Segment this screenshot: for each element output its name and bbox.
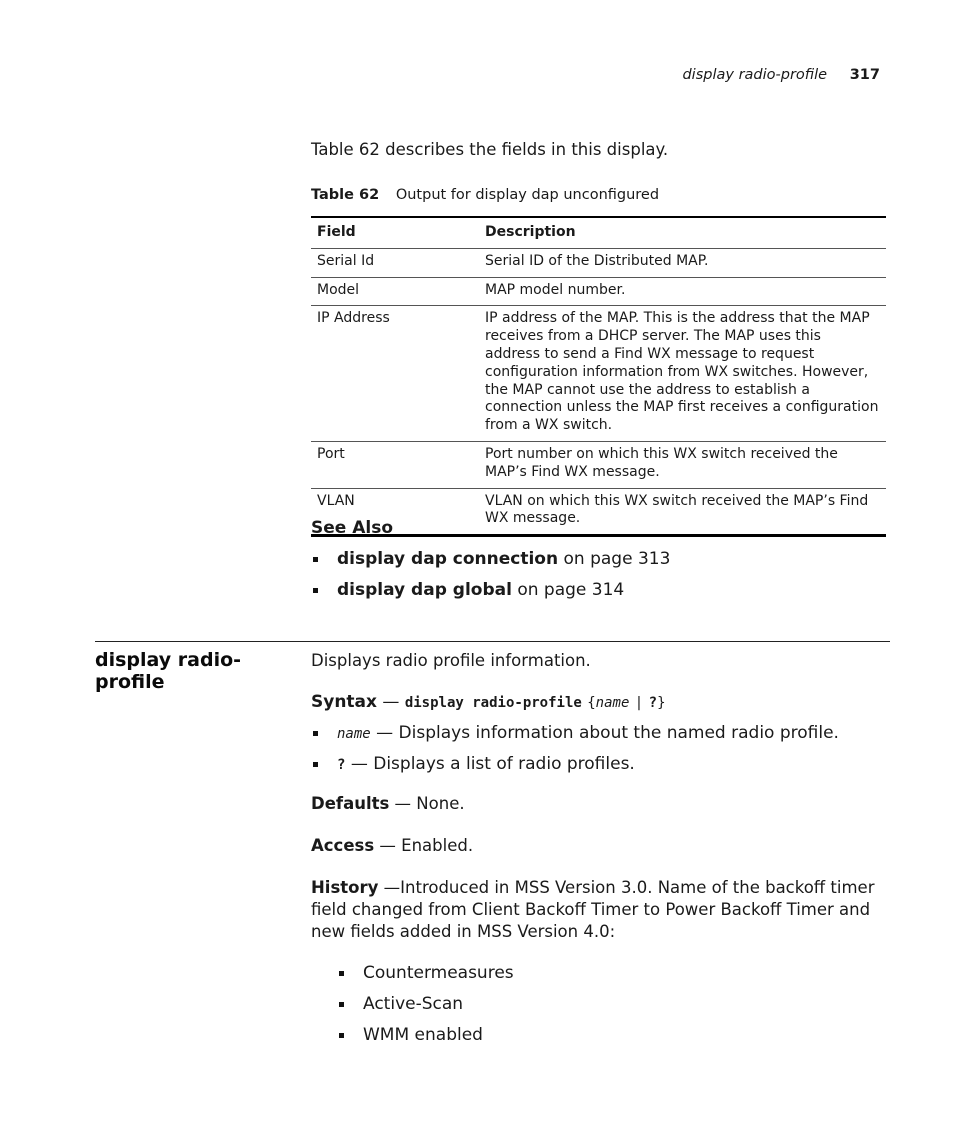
description-cell: Port number on which this WX switch received the MAP’s Find WX message. — [479, 441, 886, 488]
column-header-description: Description — [479, 217, 886, 248]
syntax-parameter-list — [311, 722, 839, 784]
history-text: —Introduced in MSS Version 3.0. Name of the backoff timer field changed from Client Backoff Timer to Power Backoff Timer and new fields added in MSS Version 4.0: — [311, 878, 875, 941]
table-row — [311, 488, 886, 536]
defaults-label: Defaults — [311, 794, 390, 813]
field-cell: IP Address — [311, 306, 479, 442]
history-label: History — [311, 878, 379, 897]
history-paragraph — [311, 877, 891, 943]
access-text: — Enabled. — [374, 836, 474, 855]
see-also-command[interactable]: display dap connection — [337, 549, 559, 569]
see-also-command[interactable]: display dap global — [337, 580, 512, 600]
defaults-text: — None. — [389, 794, 465, 813]
access-label: Access — [311, 836, 375, 855]
syntax-dash: — — [377, 692, 405, 712]
parameter-item-name — [311, 722, 839, 753]
description-cell: VLAN on which this WX switch received the MAP’s Find WX message. — [479, 488, 886, 536]
description-cell: MAP model number. — [479, 277, 886, 306]
field-cell: Port — [311, 441, 479, 488]
syntax-close-brace: } — [657, 695, 666, 711]
command-description: Displays radio profile information. — [311, 651, 591, 670]
see-also-heading: See Also — [311, 518, 394, 538]
field-cell: Serial Id — [311, 248, 479, 277]
parameter-item-question — [311, 753, 839, 784]
table-row — [311, 248, 886, 277]
parameter-name: name — [337, 726, 371, 742]
parameter-description: — Displays a list of radio profiles. — [345, 754, 635, 774]
table-row — [311, 306, 886, 442]
field-cell: Model — [311, 277, 479, 306]
syntax-option: ? — [648, 695, 658, 711]
see-also-item-display-dap-global[interactable] — [311, 579, 670, 610]
defaults-line — [311, 793, 465, 815]
page-number: 317 — [849, 67, 880, 83]
see-also-list — [311, 548, 670, 610]
section-divider — [95, 641, 890, 642]
table-caption-text: Output for display dap unconfigured — [395, 187, 660, 203]
list-item: Active-Scan — [337, 993, 514, 1024]
syntax-label: Syntax — [311, 692, 377, 712]
table-row — [311, 277, 886, 306]
syntax-command: display radio-profile — [404, 695, 582, 711]
list-item: WMM enabled — [337, 1024, 514, 1055]
syntax-separator: | — [634, 695, 644, 711]
field-cell: VLAN — [311, 488, 479, 536]
intro-paragraph: Table 62 describes the fields in this display. — [311, 140, 669, 159]
history-new-fields-list — [337, 962, 514, 1055]
running-header — [682, 67, 880, 83]
parameter-description: — Displays information about the named radio profile. — [370, 723, 839, 743]
table-caption — [311, 187, 659, 203]
syntax-open-brace: { — [587, 695, 596, 711]
running-header-title: display radio-profile — [682, 67, 828, 83]
section-heading: display radio-profile — [95, 649, 242, 693]
see-also-page-ref: on page 313 — [558, 549, 671, 569]
see-also-page-ref: on page 314 — [511, 580, 625, 600]
list-item: Countermeasures — [337, 962, 514, 993]
see-also-item-display-dap-connection[interactable] — [311, 548, 670, 579]
description-cell: IP address of the MAP. This is the address that the MAP receives from a DHCP server. The MAP uses this address to send a Find WX message to request configuration information from WX switches. However, the MAP cannot use the address to establish a connection unless the MAP first receives a configuration from a WX switch. — [479, 306, 886, 442]
fields-table — [311, 216, 886, 537]
table-header-row — [311, 217, 886, 248]
column-header-field: Field — [311, 217, 479, 248]
access-line — [311, 835, 473, 857]
description-cell: Serial ID of the Distributed MAP. — [479, 248, 886, 277]
parameter-name: ? — [337, 757, 346, 773]
table-caption-label: Table 62 — [311, 187, 380, 203]
table-row — [311, 441, 886, 488]
syntax-line — [311, 691, 666, 714]
syntax-param: name — [595, 695, 630, 711]
